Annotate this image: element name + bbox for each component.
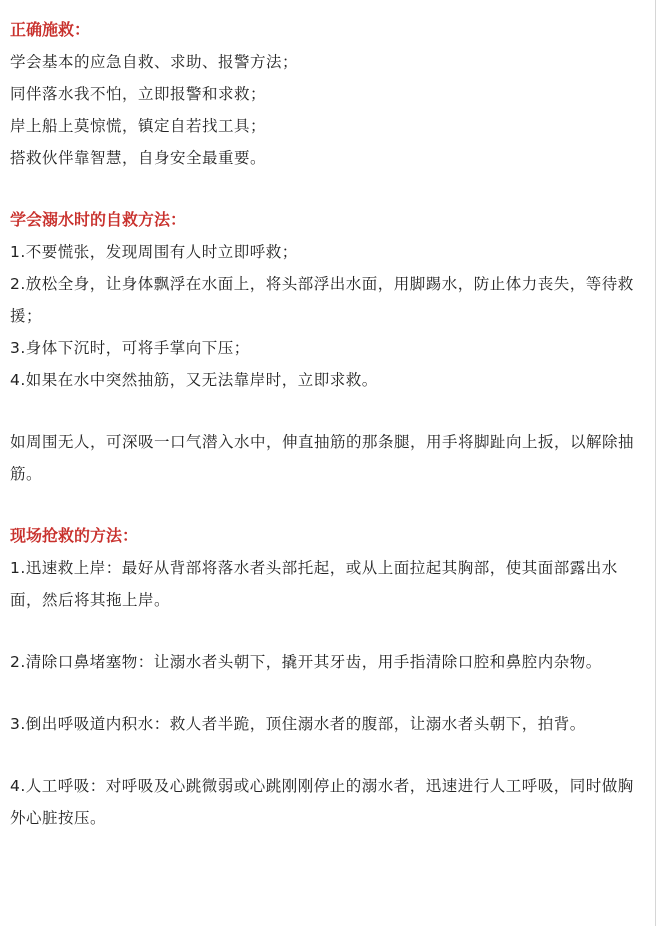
list-item: 2.清除口鼻堵塞物：让溺水者头朝下，撬开其牙齿，用手指清除口腔和鼻腔内杂物。 <box>10 653 602 671</box>
spacer <box>10 678 648 708</box>
text-line: 搭救伙伴靠智慧，自身安全最重要。 <box>10 149 267 167</box>
spacer <box>10 174 648 204</box>
spacer <box>10 740 648 770</box>
section-heading: 现场抢救的方法： <box>10 526 139 545</box>
text-line: 同伴落水我不怕，立即报警和求救； <box>10 85 267 103</box>
list-item: 3.身体下沉时，可将手掌向下压； <box>10 339 250 357</box>
spacer <box>10 396 648 426</box>
list-item: 1.不要慌张，发现周围有人时立即呼救； <box>10 243 298 261</box>
text-line: 岸上船上莫惊慌，镇定自若找工具； <box>10 117 267 135</box>
article-body <box>10 14 648 834</box>
section-correct-rescue <box>10 14 648 174</box>
list-item: 2.放松全身，让身体飘浮在水面上，将头部浮出水面，用脚踢水，防止体力丧失，等待救援； <box>10 275 634 325</box>
text-line: 学会基本的应急自救、求助、报警方法； <box>10 53 299 71</box>
list-item: 4.人工呼吸：对呼吸及心跳微弱或心跳刚刚停止的溺水者，迅速进行人工呼吸，同时做胸外心脏按压。 <box>10 777 634 827</box>
section-heading: 正确施救： <box>10 20 91 39</box>
section-onsite-rescue <box>10 520 648 834</box>
list-item: 4.如果在水中突然抽筋，又无法靠岸时，立即求救。 <box>10 371 378 389</box>
spacer <box>10 616 648 646</box>
section-heading: 学会溺水时的自救方法： <box>10 210 187 229</box>
list-item: 1.迅速救上岸：最好从背部将落水者头部托起，或从上面拉起其胸部，使其面部露出水面，然后将其拖上岸。 <box>10 559 618 609</box>
list-item: 3.倒出呼吸道内积水：救人者半跪，顶住溺水者的腹部，让溺水者头朝下，拍背。 <box>10 715 586 733</box>
section-self-rescue <box>10 204 648 490</box>
note-paragraph: 如周围无人，可深吸一口气潜入水中，伸直抽筋的那条腿，用手将脚趾向上扳，以解除抽筋。 <box>10 433 635 483</box>
spacer <box>10 490 648 520</box>
